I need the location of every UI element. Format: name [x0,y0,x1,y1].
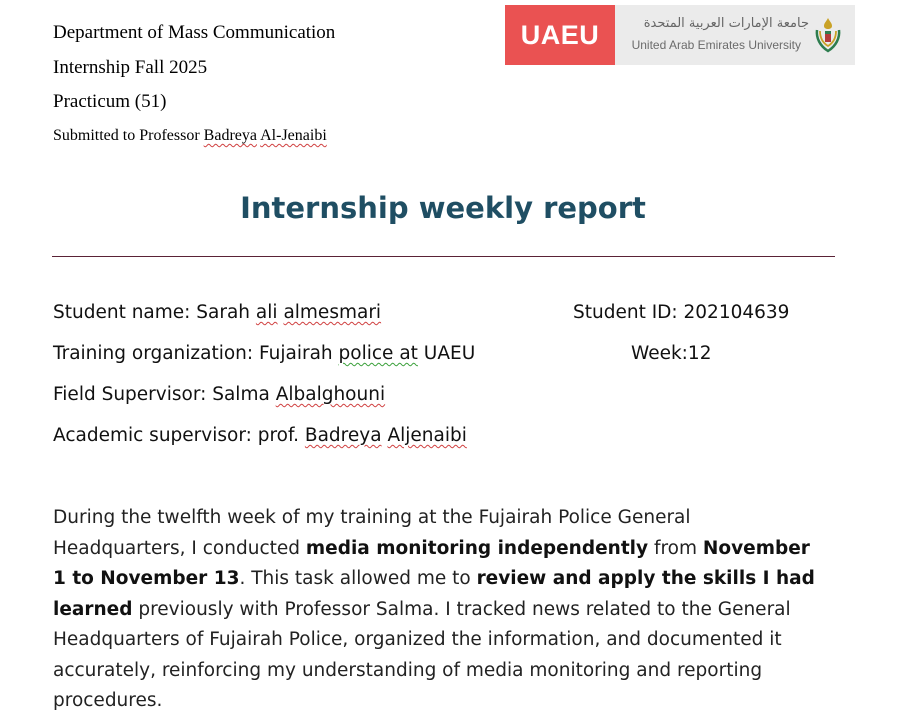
uaeu-logo-arabic: جامعة الإمارات العربية المتحدة [643,16,809,31]
org-tail: UAEU [417,343,476,364]
uaeu-logo-short: UAEU [520,19,600,50]
academic-supervisor-last: Aljenaibi [387,425,467,446]
department-line: Department of Mass Communication [53,22,336,43]
submitted-prefix: Submitted to Professor [53,127,204,144]
submitted-name-first: Badreya [203,127,257,144]
report-title: Internship weekly report [240,191,646,225]
title-divider [52,256,835,257]
field-supervisor-last: Albalghouni [275,384,386,405]
academic-supervisor-label: Academic supervisor: prof. [53,425,305,446]
student-name-ali: ali [255,302,278,323]
para-bold-1: media monitoring independently [305,537,649,559]
para-text-4: previously with Professor Salma. I tracked news related to the General Headquarters of Fujairah Police, organized the information, and documented it accurately, reinforcing my understanding of media monitoring and reporting procedures. [53,598,791,711]
uaeu-logo-english: United Arab Emirates University [631,38,801,52]
para-text-3: . This task allowed me to [239,568,477,589]
uaeu-emblem-icon [813,16,843,54]
uaeu-logo-red-block [505,5,615,65]
student-name-label: Student name: Sarah [53,302,256,323]
student-name-last: almesmari [283,302,382,323]
practicum-line: Practicum (51) [53,91,167,112]
uaeu-logo-grey-block [615,5,855,65]
org-label: Training organization: Fujairah [53,343,339,364]
uaeu-logo [505,5,855,65]
training-organization [53,343,475,364]
para-bold-2: November 1 to November 13 [53,537,810,589]
academic-supervisor-first: Badreya [304,425,382,446]
para-bold-3: review and apply the skills I had learned [53,568,815,620]
org-police: police at [338,343,418,364]
submitted-name-last: Al-Jenaibi [260,127,327,144]
week-number: Week:12 [631,343,712,364]
report-paragraph [53,503,825,717]
student-name [53,302,381,323]
student-id: Student ID: 202104639 [573,302,790,323]
internship-line: Internship Fall 2025 [53,57,208,78]
field-supervisor [53,384,385,405]
field-supervisor-label: Field Supervisor: Salma [53,384,276,405]
academic-supervisor [53,425,467,446]
submitted-line [53,127,327,145]
para-text-1: During the twelfth week of my training at the Fujairah Police General Headquarters, I conducted [53,507,691,559]
para-text-2: from [648,537,703,559]
